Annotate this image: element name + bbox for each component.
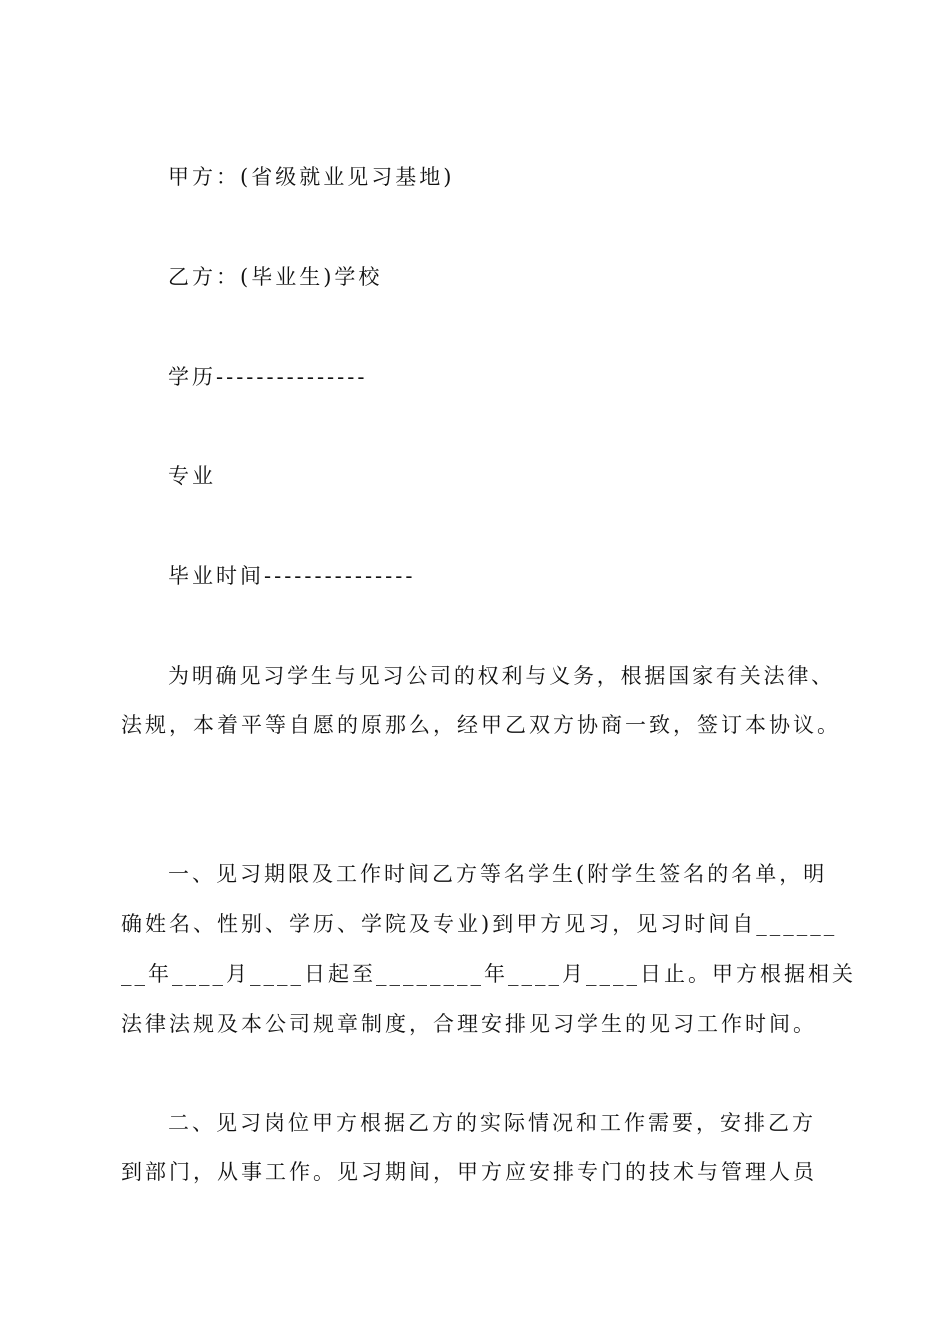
intro-line: 为明确见习学生与见习公司的权利与义务，根据国家有关法律、 [168, 664, 835, 688]
section-1-line: 法律法规及本公司规章制度，合理安排见习学生的见习工作时间。 [121, 1012, 817, 1036]
graduation-time-field: 毕业时间--------------- [168, 564, 416, 588]
intro-line: 法规，本着平等自愿的原那么，经甲乙双方协商一致，签订本协议。 [121, 713, 841, 737]
party-b-field: 乙方：(毕业生)学校 [168, 265, 383, 289]
section-1-line: __年____月____日起至________年____月____日止。甲方根据相关 [121, 962, 856, 986]
section-1-line: 一、见习期限及工作时间乙方等名学生(附学生签名的名单，明 [168, 862, 828, 886]
section-2-line: 到部门，从事工作。见习期间，甲方应安排专门的技术与管理人员 [121, 1160, 817, 1184]
section-2-line: 二、见习岗位甲方根据乙方的实际情况和工作需要，安排乙方 [168, 1111, 816, 1135]
section-1-line: 确姓名、性别、学历、学院及专业)到甲方见习，见习时间自______ [121, 912, 838, 936]
major-field: 专业 [168, 464, 216, 488]
education-field: 学历--------------- [168, 365, 368, 389]
party-a-field: 甲方：(省级就业见习基地) [168, 165, 455, 189]
